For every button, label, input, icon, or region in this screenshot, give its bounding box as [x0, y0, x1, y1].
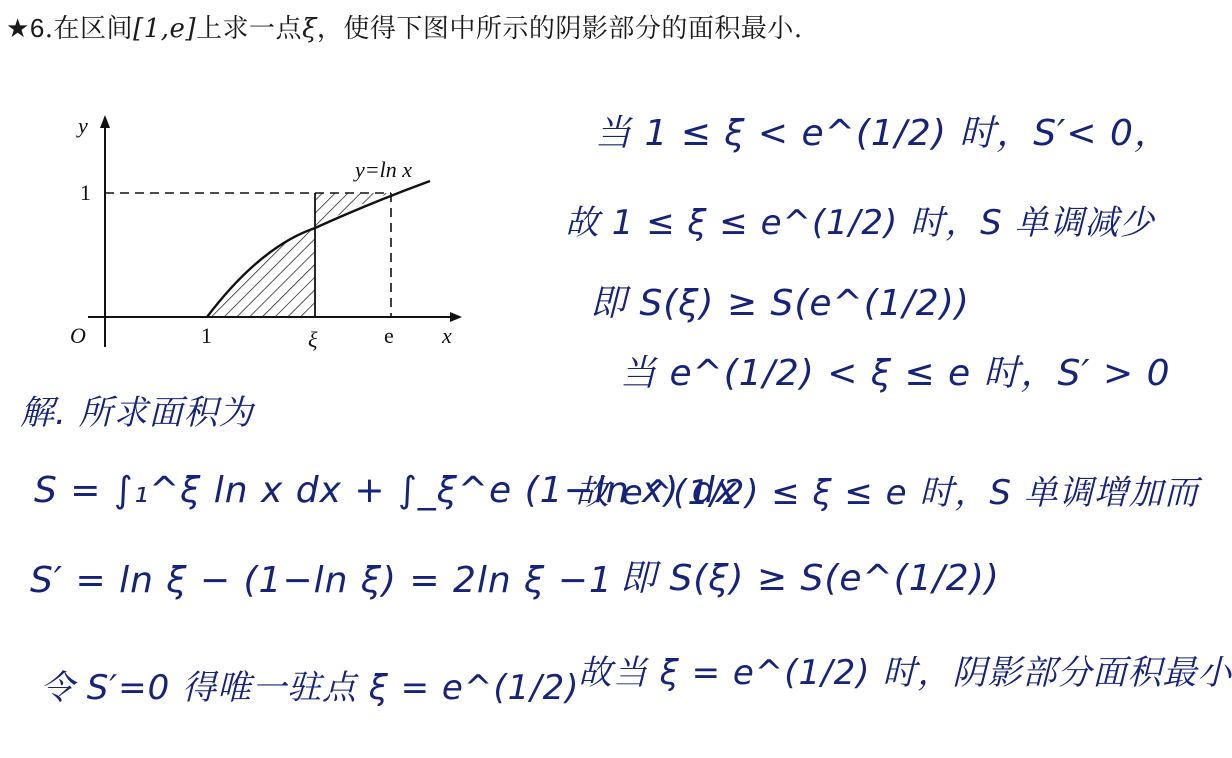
star-marker: ★ — [6, 14, 30, 44]
y-axis-label: y — [78, 113, 88, 138]
y-axis-arrow — [100, 115, 110, 128]
problem-text-b: 上求一点 — [196, 14, 303, 44]
problem-text-a: 在区间 — [53, 14, 134, 44]
tick-x-xi: ξ — [308, 327, 318, 352]
right-line-7: 故当 ξ = e^(1/2) 时，阴影部分面积最小 — [578, 653, 1232, 693]
right-line-3: 即 S(ξ) ≥ S(e^(1/2)) — [590, 283, 970, 324]
area-integral-formula: S = ∫₁^ξ ln x dx + ∫_ξ^e (1−ln x) dx — [34, 470, 738, 511]
x-axis-label: x — [442, 323, 452, 348]
problem-text-c: ，使得下图中所示的阴影部分的面积最小. — [316, 14, 803, 44]
right-line-4: 当 e^(1/2) < ξ ≤ e 时，S′ > 0 — [620, 353, 1171, 394]
area-derivative-formula: S′ = ln ξ − (1−ln ξ) = 2ln ξ −1 — [30, 560, 613, 601]
shaded-region-left — [207, 228, 315, 317]
curve-label: y=ln x — [355, 157, 412, 182]
critical-point-line: 令 S′=0 得唯一驻点 ξ = e^(1/2) — [40, 668, 580, 708]
problem-statement: ★6.在区间[1,e]上求一点ξ，使得下图中所示的阴影部分的面积最小. — [6, 13, 803, 44]
origin-label: O — [70, 323, 86, 348]
right-line-2: 故 1 ≤ ξ ≤ e^(1/2) 时，S 单调减少 — [565, 203, 1155, 243]
right-line-1: 当 1 ≤ ξ < e^(1/2) 时，S′< 0， — [595, 113, 1171, 154]
tick-x-one: 1 — [201, 323, 212, 348]
x-axis-arrow — [450, 312, 462, 322]
problem-interval: [1,e] — [133, 14, 197, 44]
tick-y-one: 1 — [80, 180, 91, 205]
right-line-6: 即 S(ξ) ≥ S(e^(1/2)) — [620, 558, 1000, 599]
tick-x-e: e — [384, 323, 394, 348]
lnx-figure — [10, 85, 510, 370]
problem-number: 6 — [29, 13, 45, 43]
right-line-5: 故 e^(1/2) ≤ ξ ≤ e 时，S 单调增加而 — [575, 473, 1199, 513]
lnx-graph — [10, 85, 510, 370]
solution-heading: 解. 所求面积为 — [20, 393, 254, 433]
problem-xi: ξ — [302, 14, 317, 44]
